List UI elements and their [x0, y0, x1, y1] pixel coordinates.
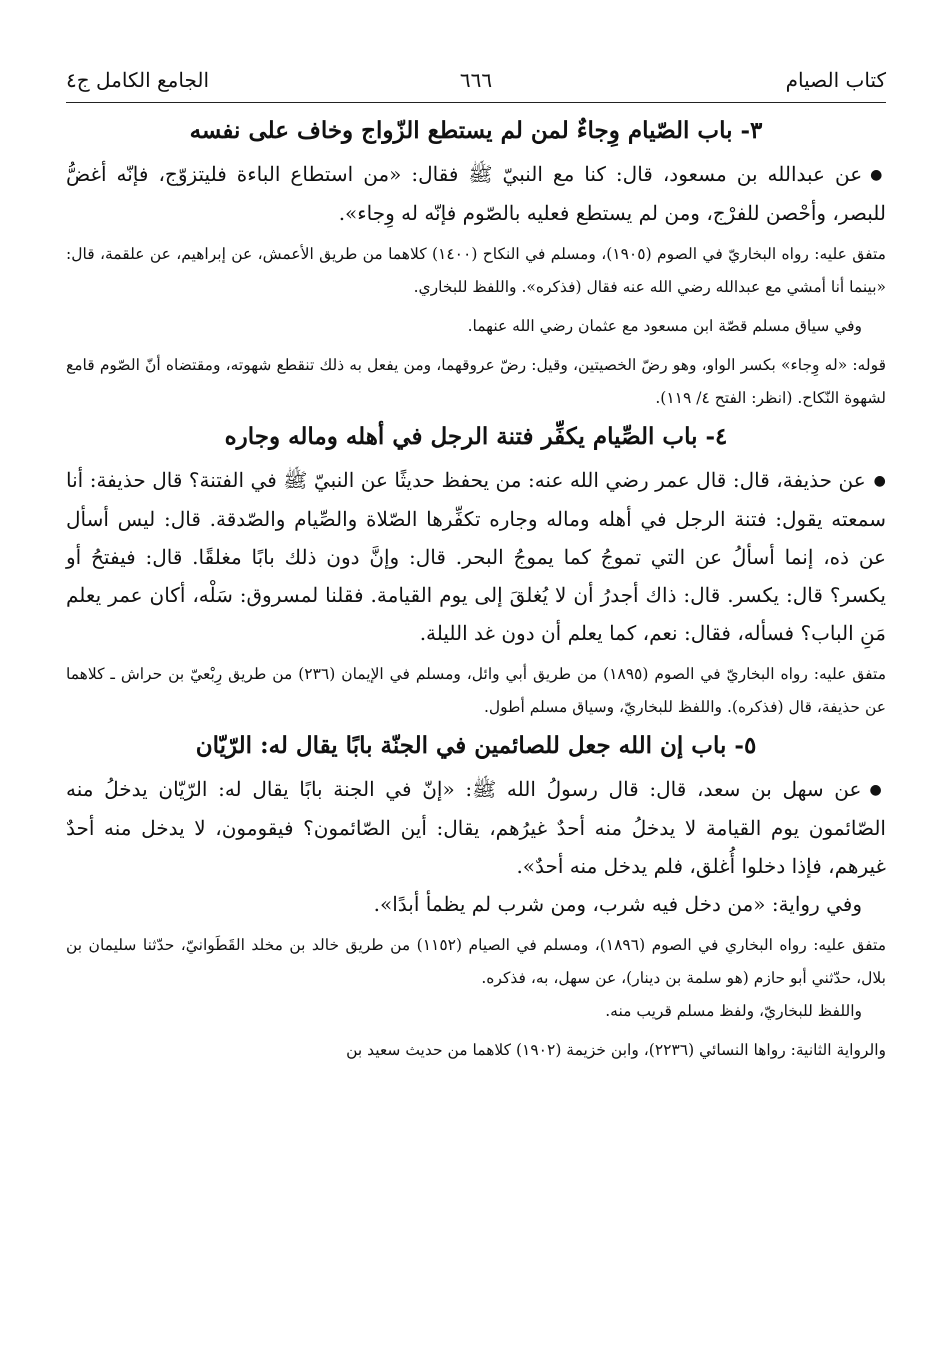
collection-title: الجامع الكامل ج٤	[66, 68, 210, 92]
takhrij-note-4: متفق عليه: رواه البخاريّ في الصوم (١٨٩٥) من طريق أبي وائل، ومسلم في الإيمان (٢٣٦) من طريق رِبْعيّ بن حراش ـ كلاهما عن حذيفة، قال (فذكره). واللفظ للبخاريّ، وسياق مسلم أطول.	[66, 665, 886, 716]
hadith-body: عن عبدالله بن مسعود، قال: كنا مع النبيّ ﷺ فقال: «من استطاع الباءة فليتزوّج، فإنّه أغضُّ للبصر، وأحْصن للفرْج، ومن لم يستطع فعليه بالصّوم فإنّه له وِجاء».	[66, 162, 886, 225]
bullet-icon: ●	[873, 473, 886, 489]
hadith-text-4	[66, 461, 886, 652]
riwaya-text-5: وفي رواية: «من دخل فيه شرب، ومن شرب لم يظمأ أبدًا».	[373, 892, 862, 916]
page-number: ٦٦٦	[459, 68, 493, 92]
header-divider	[66, 102, 886, 103]
chapter-heading-4: ٤- باب الصِّيام يكفِّر فتنة الرجل في أهله وماله وجاره	[224, 423, 728, 450]
riwaya2-note-5: والرواية الثانية: رواها النسائي (٢٢٣٦)، وابن خزيمة (١٩٠٢) كلاهما من حديث سعيد بن	[346, 1041, 886, 1059]
book-title: كتاب الصيام	[785, 68, 886, 92]
chapter-heading-3: ٣- باب الصّيام وِجاءٌ لمن لم يستطع الزّواج وخاف على نفسه	[189, 117, 763, 144]
hadith-text-5	[66, 770, 886, 885]
running-head	[66, 62, 886, 102]
gloss-note-3: قوله: «له وِجاء» بكسر الواو، وهو رضّ الخصيتين، وقيل: رضّ عروقهما، ومن يفعل به ذلك تنقطع شهوته، ومقتضاه أنّ الصّوم قامع لشهوة النّكاح. (انظر: الفتح ٤/ ١١٩).	[66, 356, 886, 407]
book-page	[66, 62, 886, 1067]
bullet-icon: ●	[869, 782, 886, 798]
takhrij-note-3: متفق عليه: رواه البخاريّ في الصوم (١٩٠٥)، ومسلم في النكاح (١٤٠٠) كلاهما من طريق الأعمش، عن إبراهيم، عن علقمة، قال: «بينما أنا أمشي مع عبدالله رضي الله عنه فقال (فذكره». واللفظ للبخاري.	[66, 245, 886, 296]
siyaq-note-3: وفي سياق مسلم قصّة ابن مسعود مع عثمان رضي الله عنهما.	[467, 317, 862, 335]
bullet-icon: ●	[870, 167, 886, 183]
hadith-text-3	[66, 155, 886, 232]
chapter-heading-5: ٥- باب إن الله جعل للصائمين في الجنّة بابًا يقال له: الرّيّان	[195, 732, 757, 759]
lafz-note-5: واللفظ للبخاريّ، ولفظ مسلم قريب منه.	[605, 1002, 862, 1020]
hadith-body: عن سهل بن سعد، قال: قال رسولُ الله ﷺ: «إنّ في الجنة بابًا يقال له: الرّيّان يدخلُ منه الصّائمون يوم القيامة لا يدخلُ منه أحدٌ غيرُهم، يقال: أين الصّائمون؟ فيقومون، لا يدخل منه أحدٌ غيرهم، فإذا دخلوا أُغلق، فلم يدخل منه أحدٌ».	[66, 777, 886, 878]
takhrij-note-5: متفق عليه: رواه البخاري في الصوم (١٨٩٦)، ومسلم في الصيام (١١٥٢) من طريق خالد بن مخلد القَطَوانيّ، حدّثنا سليمان بن بلال، حدّثني أبو حازم (هو سلمة بن دينار)، عن سهل، به، فذكره.	[66, 936, 886, 987]
hadith-body: عن حذيفة، قال: قال عمر رضي الله عنه: من يحفظ حديثًا عن النبيّ ﷺ في الفتنة؟ قال حذيفة: أنا سمعته يقول: فتنة الرجل في أهله وماله وجاره تكفِّرها الصّلاة والصِّيام والصّدقة. قال: ليس أسأل عن ذه، إنما أسألُ عن التي تموجُ كما يموجُ البحر. قال: وإنَّ دون ذلك بابًا مغلقًا. قال: فيفتحُ أو يكسر؟ قال: يكسر. قال: ذاك أجدرُ أن لا يُغلقَ إلى يوم القيامة. فقلنا لمسروق: سَلْه، أكان عمر يعلم مَنِ الباب؟ فسأله، فقال: نعم، كما يعلم أن دون غد الليلة.	[66, 468, 887, 645]
